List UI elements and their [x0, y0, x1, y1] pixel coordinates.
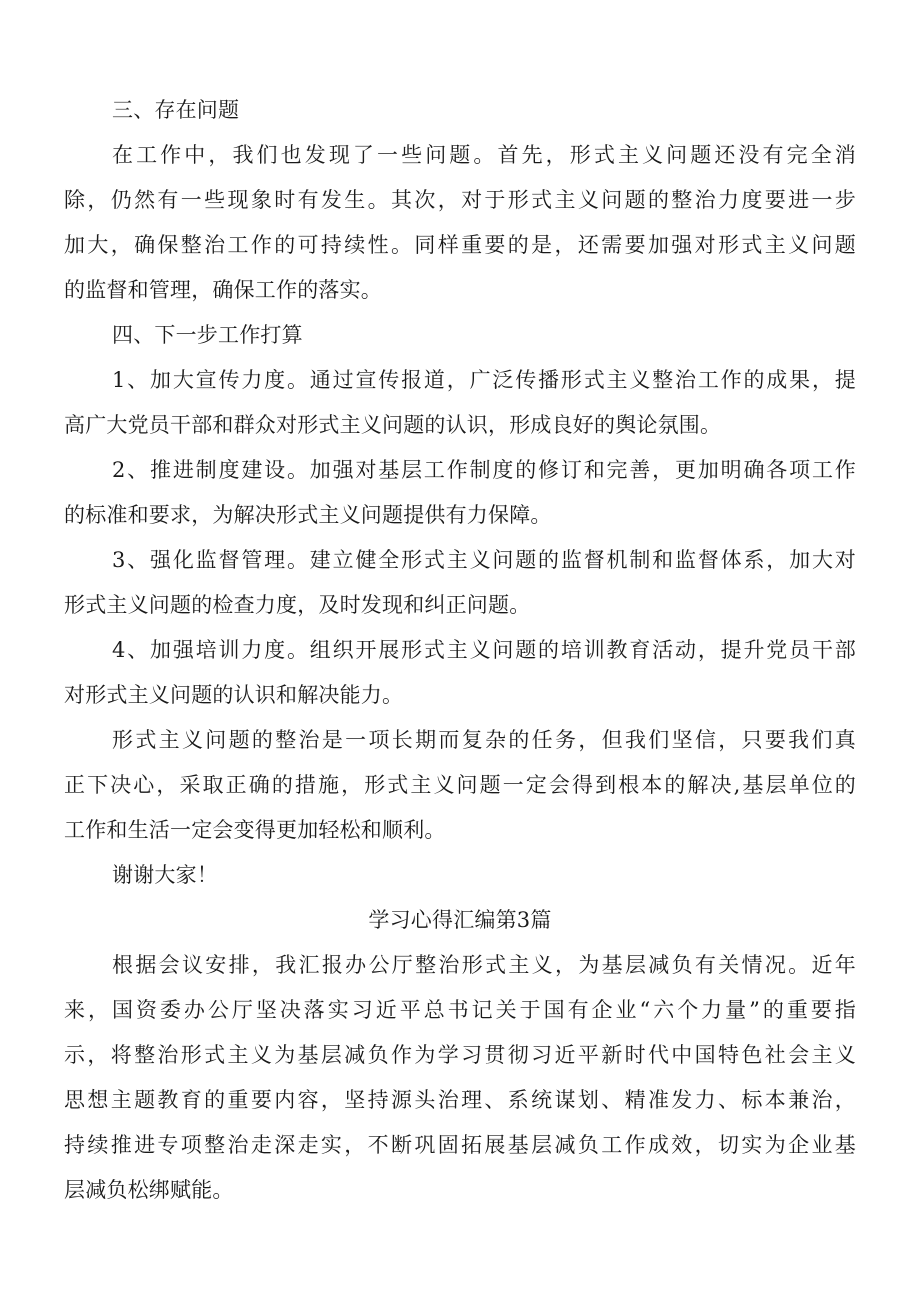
- text-line: 对形式主义问题的认识和解决能力。: [64, 683, 404, 707]
- paragraph-report: [64, 943, 856, 1213]
- text-line: 持续推进专项整治走深走实，不断巩固拓展基层减负工作成效，切实为企业基: [64, 1133, 856, 1157]
- section-heading-next-steps: 四、下一步工作打算: [112, 323, 303, 347]
- text-line: 形式主义问题的整治是一项长期而复杂的任务，但我们坚信，只要我们真: [112, 728, 856, 752]
- text-line: 2、推进制度建设。加强对基层工作制度的修订和完善，更加明确各项工作: [112, 458, 856, 482]
- text-line: 工作和生活一定会变得更加轻松和顺利。: [64, 818, 446, 842]
- text-line: 的标准和要求，为解决形式主义问题提供有力保障。: [64, 503, 552, 527]
- paragraph-problems: [64, 133, 856, 313]
- list-item-training: [64, 628, 856, 718]
- paragraph-conclusion: [64, 718, 856, 853]
- text-line: 在工作中，我们也发现了一些问题。首先，形式主义问题还没有完全消: [112, 143, 856, 167]
- text-line: 高广大党员干部和群众对形式主义问题的认识，形成良好的舆论氛围。: [64, 413, 722, 437]
- text-line: 1、加大宣传力度。通过宣传报道，广泛传播形式主义整治工作的成果，提: [112, 368, 856, 392]
- document-page: [64, 88, 856, 1213]
- list-item-supervision: [64, 538, 856, 628]
- text-line: 思想主题教育的重要内容，坚持源头治理、系统谋划、精准发力、标本兼治，: [64, 1088, 856, 1112]
- list-item-system-building: [64, 448, 856, 538]
- list-item-publicity: [64, 358, 856, 448]
- text-line: 示，将整治形式主义为基层减负作为学习贯彻习近平新时代中国特色社会主义: [64, 1043, 856, 1067]
- text-line: 的监督和管理，确保工作的落实。: [64, 278, 382, 302]
- section-title: 学习心得汇编第3篇: [368, 908, 552, 932]
- text-line: 4、加强培训力度。组织开展形式主义问题的培训教育活动，提升党员干部: [112, 638, 856, 662]
- text-line: 根据会议安排，我汇报办公厅整治形式主义，为基层减负有关情况。近年: [112, 953, 856, 977]
- closing-thanks: 谢谢大家！: [112, 863, 218, 887]
- text-line: 3、强化监督管理。建立健全形式主义问题的监督机制和监督体系，加大对: [112, 548, 856, 572]
- text-line: 来，国资委办公厅坚决落实习近平总书记关于国有企业“六个力量”的重要指: [64, 998, 856, 1022]
- text-line: 正下决心，采取正确的措施，形式主义问题一定会得到根本的解决,基层单位的: [64, 773, 856, 797]
- text-line: 除，仍然有一些现象时有发生。其次，对于形式主义问题的整治力度要进一步: [64, 188, 856, 212]
- text-line: 加大，确保整治工作的可持续性。同样重要的是，还需要加强对形式主义问题: [64, 233, 856, 257]
- section-heading-problems: 三、存在问题: [112, 98, 240, 122]
- text-line: 层减负松绑赋能。: [64, 1178, 234, 1202]
- text-line: 形式主义问题的检查力度，及时发现和纠正问题。: [64, 593, 531, 617]
